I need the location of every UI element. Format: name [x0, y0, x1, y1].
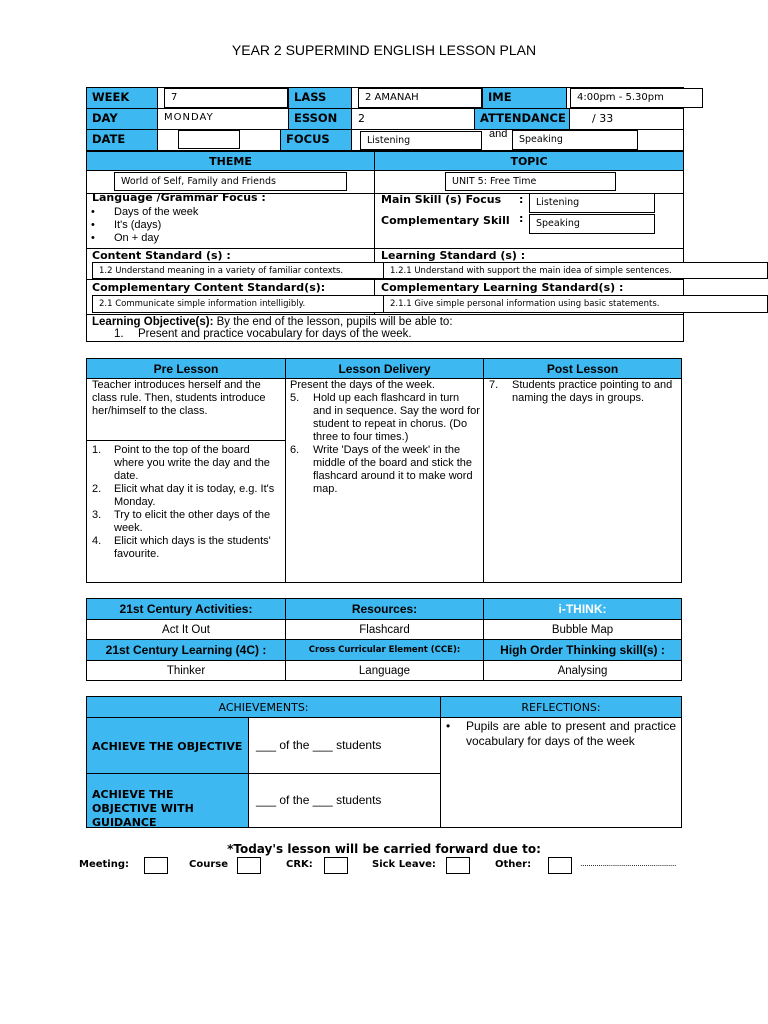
- date-input[interactable]: [178, 130, 240, 149]
- comp-learning-std-label: Complementary Learning Standard(s) :: [381, 281, 624, 294]
- grammar-item: • Days of the week: [91, 206, 199, 218]
- list-item: 6. Write 'Days of the week' in the middle of the board and stick the flashcard around it to make word map.: [290, 444, 473, 495]
- other-line: ...............................................: [580, 859, 677, 868]
- crk-label: CRK:: [286, 859, 313, 870]
- learning-std-value: 1.2.1 Understand with support the main idea of simple sentences.: [383, 262, 768, 279]
- other-checkbox[interactable]: [548, 857, 572, 874]
- reflections-header: REFLECTIONS:: [440, 696, 682, 718]
- learning-std-label: Learning Standard (s) :: [381, 249, 526, 262]
- grammar-item: • On + day: [91, 232, 159, 244]
- comp-learning-std-value: 2.1.1 Give simple personal information using basic statements.: [383, 295, 768, 313]
- hots-label: High Order Thinking skill(s) :: [483, 639, 682, 661]
- page-title: YEAR 2 SUPERMIND ENGLISH LESSON PLAN: [231, 42, 537, 58]
- delivery-content: [290, 379, 480, 496]
- content-std-label: Content Standard (s) :: [92, 249, 231, 262]
- main-skill-value: Listening: [529, 193, 655, 213]
- achieve-objective-label: ACHIEVE THE OBJECTIVE: [86, 717, 249, 774]
- reflection-item: • Pupils are able to present and practice vocabulary for days of the week: [446, 719, 676, 748]
- grammar-item: • It's (days): [91, 219, 162, 231]
- time-label: IME: [482, 87, 567, 109]
- pre-lesson-steps: [92, 444, 282, 561]
- main-skill-colon: :: [519, 193, 524, 206]
- focus-label: FOCUS: [280, 129, 352, 151]
- other-label: Other:: [495, 859, 532, 870]
- achieve-guidance-label: ACHIEVE THE OBJECTIVE WITH GUIDANCE: [86, 773, 249, 828]
- resources-label: Resources:: [285, 598, 484, 620]
- resources-value: Flashcard: [285, 619, 484, 640]
- cce-value: Language: [285, 660, 484, 681]
- learning-4c-value: Thinker: [86, 660, 286, 681]
- c21-activities-value: Act It Out: [86, 619, 286, 640]
- list-item: 1. Point to the top of the board where you write the day and the date.: [92, 444, 270, 482]
- topic-value: UNIT 5: Free Time: [445, 172, 616, 191]
- week-label: WEEK: [86, 87, 158, 109]
- day-value: MONDAY: [157, 108, 289, 130]
- course-checkbox[interactable]: [237, 857, 261, 874]
- list-item: 3. Try to elicit the other days of the week.: [92, 509, 271, 534]
- comp-skill-colon: :: [519, 212, 524, 225]
- achievements-header: ACHIEVEMENTS:: [86, 696, 441, 718]
- focus-and: and: [489, 128, 508, 140]
- pre-lesson-header: Pre Lesson: [86, 358, 286, 379]
- ithink-label: i-THINK:: [483, 598, 682, 620]
- post-lesson-header: Post Lesson: [483, 358, 682, 379]
- meeting-label: Meeting:: [79, 859, 129, 870]
- class-label: LASS: [288, 87, 352, 109]
- day-label: DAY: [86, 108, 158, 130]
- c21-activities-label: 21st Century Activities:: [86, 598, 286, 620]
- comp-skill-label: Complementary Skill: [381, 214, 510, 227]
- list-item: 5. Hold up each flashcard in turn and in sequence. Say the word for student to repeat in chorus. (Do three to four times.): [290, 392, 480, 443]
- pre-lesson-divider: [86, 440, 286, 441]
- comp-content-std-value: 2.1 Communicate simple information intelligibly.: [92, 295, 384, 313]
- objective-intro: By the end of the lesson, pupils will be able to:: [213, 316, 453, 328]
- content-std-value: 1.2 Understand meaning in a variety of familiar contexts.: [92, 262, 384, 279]
- meeting-checkbox[interactable]: [144, 857, 168, 874]
- post-lesson-content: [489, 379, 677, 405]
- objective-item: 1. Present and practice vocabulary for days of the week.: [114, 328, 412, 340]
- delivery-header: Lesson Delivery: [285, 358, 484, 379]
- sick-leave-label: Sick Leave:: [372, 859, 436, 870]
- course-label: Course: [189, 859, 228, 870]
- time-value: 4:00pm - 5.30pm: [570, 88, 703, 108]
- topic-header: TOPIC: [374, 151, 684, 171]
- post-lesson-cell: [483, 378, 682, 583]
- lesson-label: ESSON: [288, 108, 352, 130]
- crk-checkbox[interactable]: [324, 857, 348, 874]
- attendance-label: ATTENDANCE: [474, 108, 570, 130]
- list-item: 4. Elicit which days is the students' favourite.: [92, 535, 271, 560]
- sick-leave-checkbox[interactable]: [446, 857, 470, 874]
- class-value: 2 AMANAH: [358, 88, 482, 108]
- pre-lesson-intro: Teacher introduces herself and the class rule. Then, students introduce her/himself to the class.: [92, 379, 266, 417]
- cce-label: Cross Curricular Element (CCE):: [285, 639, 484, 661]
- hots-value: Analysing: [483, 660, 682, 681]
- objective-label: Learning Objective(s):: [92, 316, 214, 328]
- comp-content-std-label: Complementary Content Standard(s):: [92, 281, 326, 294]
- grammar-list: [91, 206, 198, 245]
- week-value: 7: [164, 88, 288, 108]
- main-skill-label: Main Skill (s) Focus: [381, 193, 502, 206]
- carry-forward-title: *Today's lesson will be carried forward due to:: [227, 842, 541, 856]
- lesson-value: 2: [351, 108, 475, 130]
- ithink-value: Bubble Map: [483, 619, 682, 640]
- delivery-intro: Present the days of the week.: [290, 379, 435, 391]
- achieve-objective-value: ___ of the ___ students: [248, 717, 441, 774]
- focus-value-1: Listening: [360, 131, 482, 150]
- focus-value-2: Speaking: [512, 130, 638, 150]
- theme-header: THEME: [86, 151, 375, 171]
- date-label: DATE: [86, 129, 158, 151]
- attendance-value: / 33: [569, 108, 684, 130]
- learning-4c-label: 21st Century Learning (4C) :: [86, 639, 286, 661]
- grammar-label: Language /Grammar Focus :: [92, 191, 266, 204]
- list-item: 7. Students practice pointing to and naming the days in groups.: [489, 379, 673, 404]
- comp-skill-value: Speaking: [529, 214, 655, 234]
- achieve-guidance-value: ___ of the ___ students: [248, 773, 441, 828]
- theme-value: World of Self, Family and Friends: [114, 172, 347, 191]
- list-item: 2. Elicit what day it is today, e.g. It's Monday.: [92, 483, 275, 508]
